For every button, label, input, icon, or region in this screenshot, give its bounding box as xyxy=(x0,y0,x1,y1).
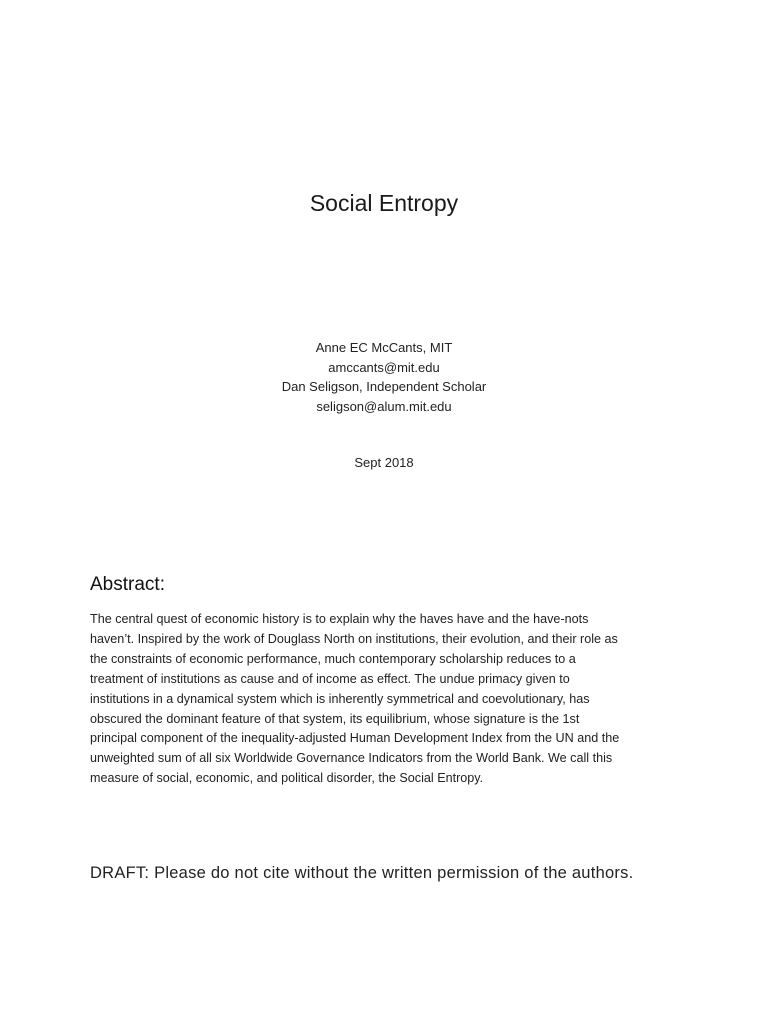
abstract-line: the constraints of economic performance, much contemporary scholarship reduces to a xyxy=(90,651,576,666)
abstract-line: treatment of institutions as cause and of income as effect. The undue primacy given to xyxy=(90,671,570,686)
abstract-line: institutions in a dynamical system which is inherently symmetrical and coevolutionary, has xyxy=(90,691,590,706)
abstract-line: measure of social, economic, and political disorder, the Social Entropy. xyxy=(90,771,484,786)
abstract-heading: Abstract: xyxy=(90,574,165,595)
author-block xyxy=(0,338,768,416)
abstract-body xyxy=(90,610,690,789)
abstract-line: principal component of the inequality-adjusted Human Development Index from the UN and the xyxy=(90,731,620,746)
author-2-email: seligson@alum.mit.edu xyxy=(316,398,452,414)
paper-date: Sept 2018 xyxy=(354,455,414,470)
draft-notice: DRAFT: Please do not cite without the written permission of the authors. xyxy=(90,864,634,882)
author-1-email: amccants@mit.edu xyxy=(328,359,440,375)
author-2-name: Dan Seligson, Independent Scholar xyxy=(281,379,487,394)
abstract-line: unweighted sum of all six Worldwide Governance Indicators from the World Bank. We call this xyxy=(90,751,613,766)
abstract-line: obscured the dominant feature of that system, its equilibrium, whose signature is the 1st xyxy=(90,711,580,726)
abstract-line: haven’t. Inspired by the work of Douglass North on institutions, their evolution, and their role as xyxy=(90,631,618,646)
paper-title: Social Entropy xyxy=(309,190,459,216)
abstract-line: The central quest of economic history is to explain why the haves have and the have-nots xyxy=(90,612,589,626)
author-1-name: Anne EC McCants, MIT xyxy=(315,340,453,355)
